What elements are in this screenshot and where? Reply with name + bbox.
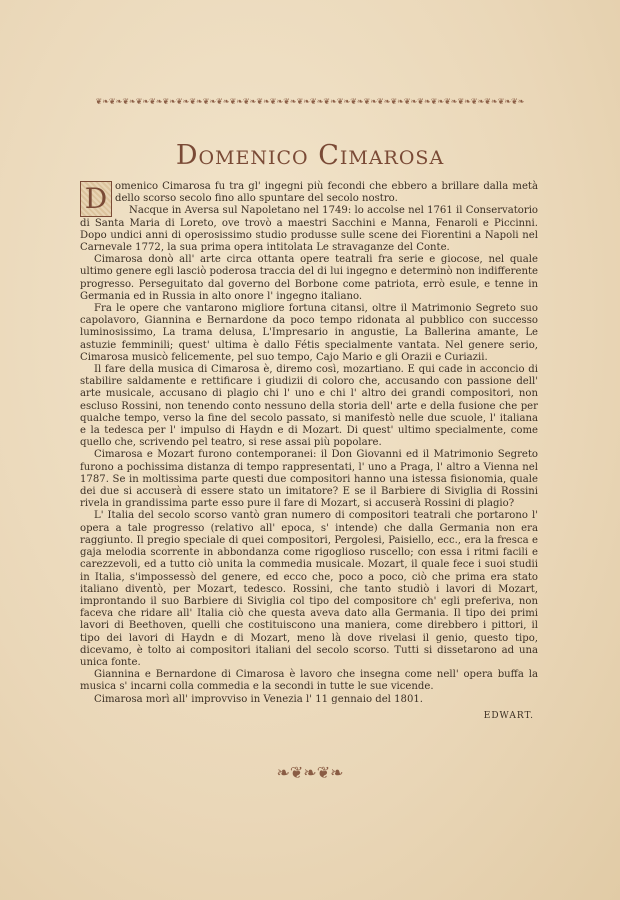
paragraph-3: Cimarosa donò all' arte circa ottanta opere teatrali fra serie e giocose, nel quale ultimo genere egli lasciò poderosa traccia del di lui ingegno e determinò non indifferente progresso. Perseguitato dal governo del Borbone come patriota, errò esule, e tenne in Germania ed in Russia in alto onore l' ingegno italiano.	[80, 254, 539, 302]
paragraph-4: Fra le opere che vantarono migliore fortuna citansi, oltre il Matrimonio Segreto suo capolavoro, Giannina e Bernardone da poco tempo ridonata al pubblico con successo luminosissimo, La trama delusa, L'Impresario in angustie, La Ballerina amante, Le astuzie femminili; quest' ultima è dallo Fétis specialmente vantata. Nel genere serio, Cimarosa musicò felicemente, pel suo tempo, Cajo Mario e gli Orazii e Curiazii.	[80, 303, 538, 363]
paragraph-5: Il fare della musica di Cimarosa è, diremo così, mozartiano. E qui cade in acconcio di stabilire saldamente e rettificare i giudizii di coloro che, accusando con passione dell' arte musicale, accusano di plagio chi l' uno e chi l' altro dei grandi compositori, non escluso Rossini, non tenendo conto nessuno della storia dell' arte e della fusione che per qualche tempo, verso la fine del secolo passato, si manifestò nelle due scuole, l' italiana e la tedesca per l' impulso di Haydn e di Mozart. Di quest' ultimo specialmente, come quello che, scrivendo pel teatro, si rese assai più popolare.	[80, 364, 538, 449]
ornament-tailpiece: ❧❦❧❦❧	[276, 762, 344, 782]
paragraph-9: Cimarosa morì all' improvviso in Venezia l' 11 gennaio del 1801.	[94, 693, 423, 705]
paragraph-2: Nacque in Aversa sul Napoletano nel 1749: lo accolse nel 1761 il Conservatorio di Santa Maria di Loreto, ove trovò a maestri Sacchini e Manna, Fenaroli e Piccinni. Dopo undici anni di operosissimo studio produsse sulle scene dei Fiorentini a Napoli nel Carnevale 1772, la sua prima opera intitolata Le stravaganze del Conte.	[80, 205, 538, 254]
paragraph-6: Cimarosa e Mozart furono contemporanei: il Don Giovanni ed il Matrimonio Segreto furono a pochissima distanza di tempo rappresentati, l' uno a Praga, l' altro a Vienna nel 1787. Se in moltissima parte questi due compositori hanno una istessa fisionomia, quale dei due si accuserà di essere stato un imitatore? E se il Barbiere di Siviglia di Rossini rivela in grandissima parte esso pure il fare di Mozart, si accuserà Rossini di plagio?	[80, 449, 538, 510]
ornament-border-top: ❦❧❦❧❦❧❦❧❦❧❦❧❦❧❦❧❦❧❦❧❦❧❦❧❦❧❦❧❦❧❦❧❦❧❦❧❦❧❦❧❦❧❦❧❦❧❦❧❦❧❦❧❦❧❦❧❦❧❦❧❦❧❦❧	[95, 96, 525, 106]
paragraph-text: omenico Cimarosa fu tra gl' ingegni più fecondi che ebbero a brillare dalla metà dello scorso secolo fino allo spuntare del secolo nostro.	[115, 181, 538, 205]
paragraph-1	[80, 181, 538, 215]
drop-cap: D	[80, 181, 112, 217]
paragraph-7: L' Italia del secolo scorso vantò gran numero di compositori teatrali che portarono l' opera a tale progresso (relativo all' epoca, s' intende) che dalla Germania non era raggiunto. Il pregio speciale di quei compositori, Pergolesi, Paisiello, ecc., era la fresca e gaja melodia scorrente in abbondanza come rigoglioso ruscello; con essa i ritmi facili e carezzevoli, ed a tutto ciò unita la commedia musicale. Mozart, il quale fece i suoi studii in Italia, s'impossessò del genere, ed ecco che, poco a poco, ciò che prima era stato italiano diventò, per Mozart, tedesco. Rossini, che tanto studiò i lavori di Mozart, improntando il suo Barbiere di Siviglia col tipo del compositore ch' egli preferiva, non faceva che ridare all' Italia ciò che questa aveva dato alla Germania. Il tipo dei primi lavori di Beethoven, quelli che costituiscono una maniera, come direbbero i pittori, il tipo dei lavori di Haydn e di Mozart, meno là dove rivelasi il genio, questo tipo, dicevamo, è tolto ai compositori italiani del secolo scorso. Tutti si dissetarono ad una unica fonte.	[80, 510, 538, 668]
author-signature: EDWART.	[483, 710, 534, 721]
article-body	[80, 181, 538, 722]
page-title: Domenico Cimarosa	[175, 140, 445, 171]
paragraph-8: Giannina e Bernardone di Cimarosa è lavoro che insegna come nell' opera buffa la musica s' incarni colla commedia e la secondi in tutte le sue vicende.	[80, 669, 538, 693]
